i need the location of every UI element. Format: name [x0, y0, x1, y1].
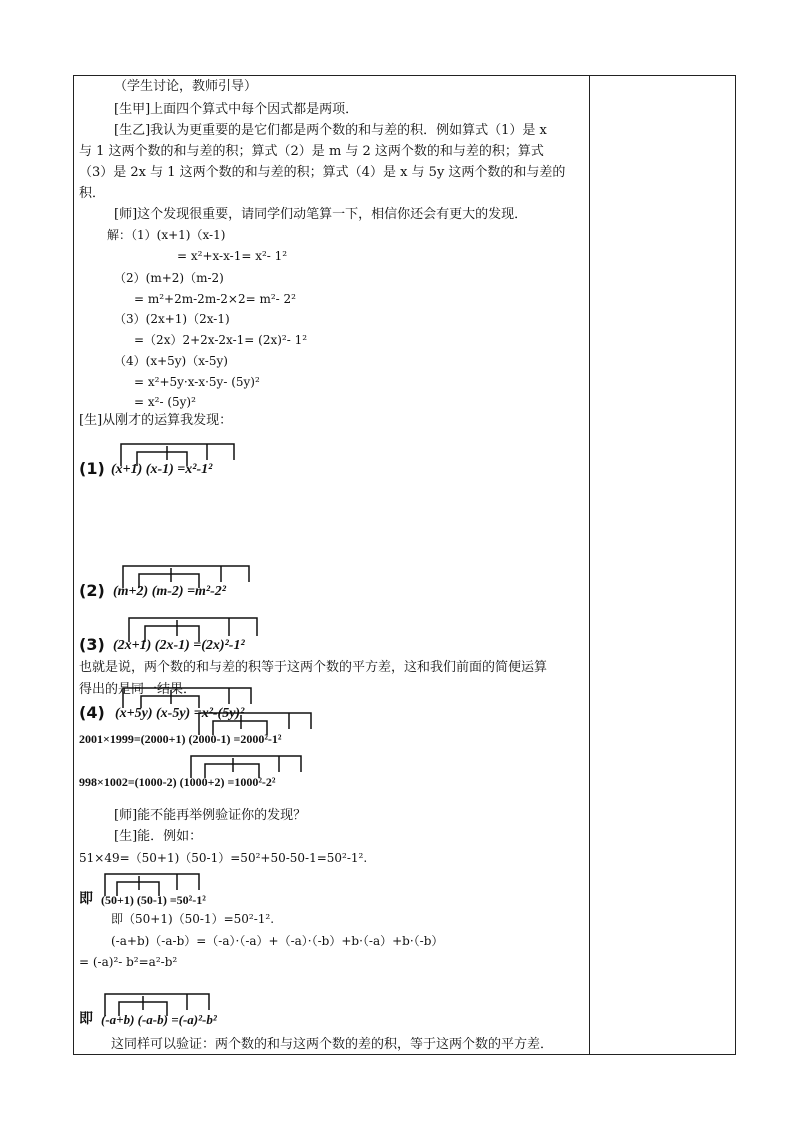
lesson-table — [73, 75, 736, 1055]
text-line: = (-a)²- b²=a²-b² — [79, 955, 178, 969]
text-line: 解：（1）(x+1)（x-1) — [107, 228, 226, 242]
text-line: 积． — [79, 186, 106, 201]
text-line: = x²- (5y)² — [134, 395, 196, 409]
text-line: = m²+2m-2m-2×2= m²- 2² — [134, 292, 296, 306]
figure-equation: 2001×1999=(2000+1) (2000-1) =2000²-1² — [79, 732, 282, 746]
text-line: 也就是说，两个数的和与差的积等于这两个数的平方差，这和我们前面的简便运算 — [79, 660, 548, 675]
text-line: [生]从刚才的运算我发现： — [79, 413, 233, 428]
figure-equation: (50+1) (50-1) =50²-1² — [101, 893, 206, 907]
formula-figure-1 — [79, 438, 299, 482]
text-line: [师]这个发现很重要，请同学们动笔算一下，相信你还会有更大的发现． — [114, 207, 528, 222]
text-line: 与 1 这两个数的和与差的积；算式（2）是 m 与 2 这两个数的和与差的积；算式 — [79, 144, 544, 159]
figure-equation: (-a+b) (-a-b) =(-a)²-b² — [101, 1012, 217, 1027]
text-line: = x²+5y·x-x·5y- (5y)² — [134, 375, 260, 389]
figure-label: 即 — [79, 1011, 93, 1027]
figure-equation: 998×1002=(1000-2) (1000+2) =1000²-2² — [79, 775, 276, 789]
formula-figure-7 — [79, 868, 259, 912]
text-line: = x²+x-x-1= x²- 1² — [177, 249, 288, 263]
text-line: 得出的是同一结果． — [79, 682, 197, 697]
figure-label: 即 — [79, 891, 93, 907]
text-line: 51×49=（50+1)（50-1）=50²+50-50-1=50²-1². — [79, 851, 368, 865]
figure-label: (4) — [79, 703, 105, 722]
formula-figure-5 — [79, 707, 339, 751]
figure-equation: (x+5y) (x-5y) =x²-(5y)² — [115, 706, 245, 721]
lesson-content-cell — [79, 76, 584, 1054]
figure-equation: (x+1) (x-1) =x²-1² — [111, 462, 213, 477]
column-divider — [589, 76, 590, 1054]
text-line: （3）是 2x 与 1 这两个数的和与差的积；算式（4）是 x 与 5y 这两个数的和与差的 — [79, 165, 566, 180]
text-line: [生]能．例如： — [114, 829, 203, 844]
text-line: [生甲]上面四个算式中每个因式都是两项． — [114, 102, 359, 117]
formula-figure-2 — [79, 560, 309, 604]
figure-equation: (2x+1) (2x-1) =(2x)²-1² — [113, 638, 245, 653]
text-line: （4）(x+5y)（x-5y) — [114, 354, 228, 368]
formula-figure-6 — [79, 750, 339, 794]
text-line: =（2x）2+2x-2x-1= (2x)²- 1² — [134, 333, 308, 347]
text-line: （3）(2x+1)（2x-1) — [114, 312, 230, 326]
text-line: (-a+b)（-a-b）=（-a）·（-a）+（-a）·（-b）+b·（-a）+b·（-b） — [111, 934, 444, 948]
text-line: [生乙]我认为更重要的是它们都是两个数的和与差的积．例如算式（1）是 x — [114, 123, 547, 138]
figure-label: (1) — [79, 459, 105, 478]
text-line: （2）(m+2)（m-2) — [114, 271, 224, 285]
formula-figure-8 — [79, 988, 279, 1032]
text-line: 即（50+1)（50-1）=50²-1². — [111, 912, 275, 926]
text-line: [师]能不能再举例验证你的发现？ — [114, 808, 307, 823]
figure-label: (2) — [79, 581, 105, 600]
text-line: （学生讨论，教师引导） — [114, 79, 258, 94]
figure-label: (3) — [79, 635, 105, 654]
text-line: 这同样可以验证：两个数的和与这两个数的差的积，等于这两个数的平方差． — [111, 1037, 554, 1052]
figure-equation: (m+2) (m-2) =m²-2² — [113, 584, 226, 599]
